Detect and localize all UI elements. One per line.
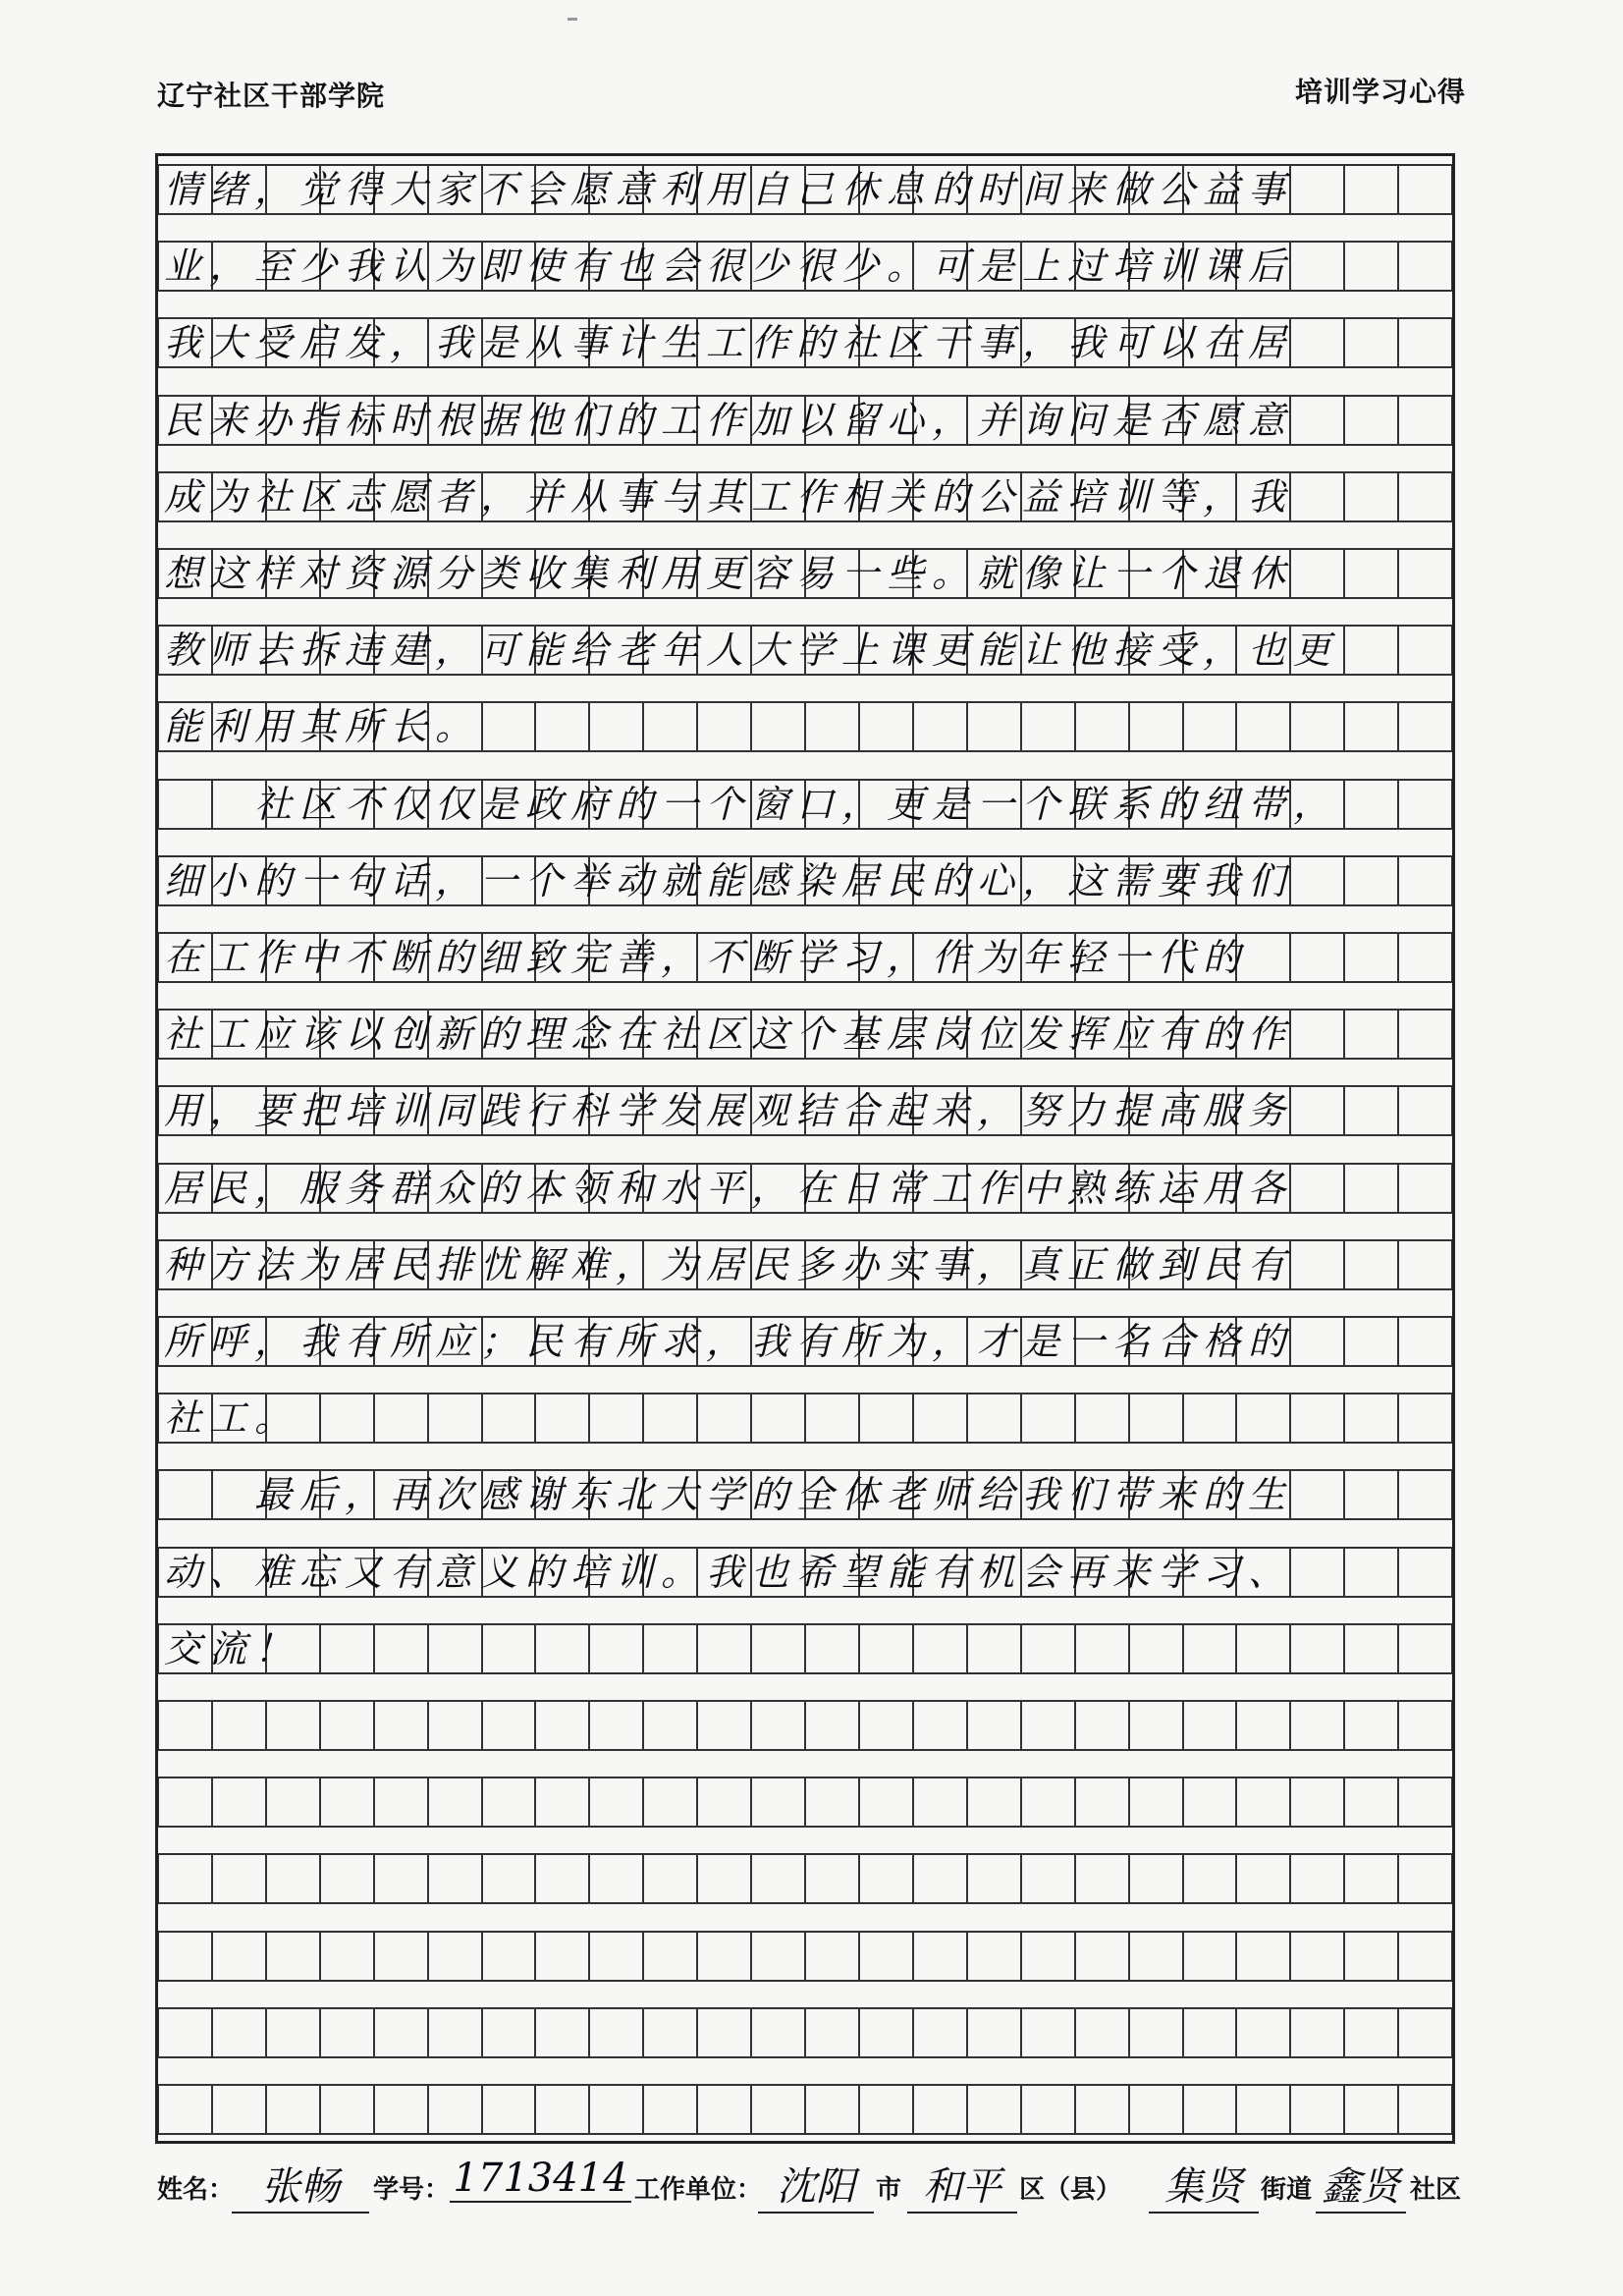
handwritten-line [164,1700,1458,1751]
handwritten-line [164,1931,1458,1982]
street-value: 集贤 [1149,2156,1259,2214]
student-id-label: 学号： [373,2175,451,2205]
handwritten-line [164,1777,1458,1828]
handwritten-line: 社工。 [164,1396,300,1441]
community-label: 社区 [1410,2175,1462,2205]
name-label: 姓名： [157,2175,235,2205]
handwritten-line: 交流！ [164,1626,300,1670]
handwritten-line: 业，至少我认为即使有也会很少很少。可是上过培训课后 [164,245,1294,289]
student-id-value: 1713414 [450,2156,631,2203]
handwritten-line: 细小的一句话，一个举动就能感染居民的心，这需要我们 [164,858,1294,902]
handwritten-line: 能利用其所长。 [164,705,481,749]
community-value: 鑫贤 [1316,2156,1406,2214]
city-value: 沈阳 [758,2156,874,2214]
document-type: 培训学习心得 [1294,76,1466,108]
handwritten-line: 种方法为居民排忧解难，为居民多办实事，真正做到民有 [164,1242,1294,1286]
handwritten-line: 居民，服务群众的本领和水平，在日常工作中熟练运用各 [164,1166,1294,1210]
handwritten-line: 用，要把培训同践行科学发展观结合起来，努力提高服务 [164,1089,1294,1133]
handwritten-line: 我大受启发，我是从事计生工作的社区干事，我可以在居 [164,321,1294,365]
city-label: 市 [876,2175,902,2205]
work-unit-label: 工作单位： [634,2175,763,2205]
handwritten-line [164,1853,1458,1904]
handwritten-line: 情绪，觉得大家不会愿意利用自己休息的时间来做公益事 [164,168,1294,211]
handwritten-line [164,2007,1458,2058]
handwritten-line: 动、难忘又有意义的培训。我也希望能有机会再来学习、 [164,1550,1294,1594]
district-label: 区（县） [1019,2175,1122,2205]
institution-name: 辽宁社区干部学院 [157,80,386,112]
street-label: 街道 [1261,2175,1313,2205]
handwritten-line: 社区不仅仅是政府的一个窗口，更是一个联系的纽带， [164,782,1339,826]
writing-grid [155,153,1455,2144]
handwritten-line [164,2084,1458,2135]
handwritten-line: 教师去拆违建，可能给老年人大学上课更能让他接受，也更 [164,629,1339,673]
handwritten-line: 社工应该以创新的理念在社区这个基层岗位发挥应有的作 [164,1012,1294,1057]
handwritten-line: 民来办指标时根据他们的工作加以留心，并询问是否愿意 [164,398,1294,442]
signature-footer [157,2156,1463,2214]
handwritten-line: 在工作中不断的细致完善，不断学习，作为年轻一代的 [164,936,1249,979]
handwritten-line: 成为社区志愿者，并从事与其工作相关的公益培训等，我 [164,474,1294,519]
page-header [157,69,1466,112]
handwritten-line: 最后，再次感谢东北大学的全体老师给我们带来的生 [164,1473,1294,1517]
handwritten-line: 想这样对资源分类收集利用更容易一些。就像让一个退休 [164,552,1294,595]
scan-mark [568,18,577,21]
name-value: 张畅 [232,2156,369,2214]
district-value: 和平 [907,2156,1017,2214]
handwritten-line: 所呼，我有所应；民有所求，我有所为，才是一名合格的 [164,1320,1294,1363]
